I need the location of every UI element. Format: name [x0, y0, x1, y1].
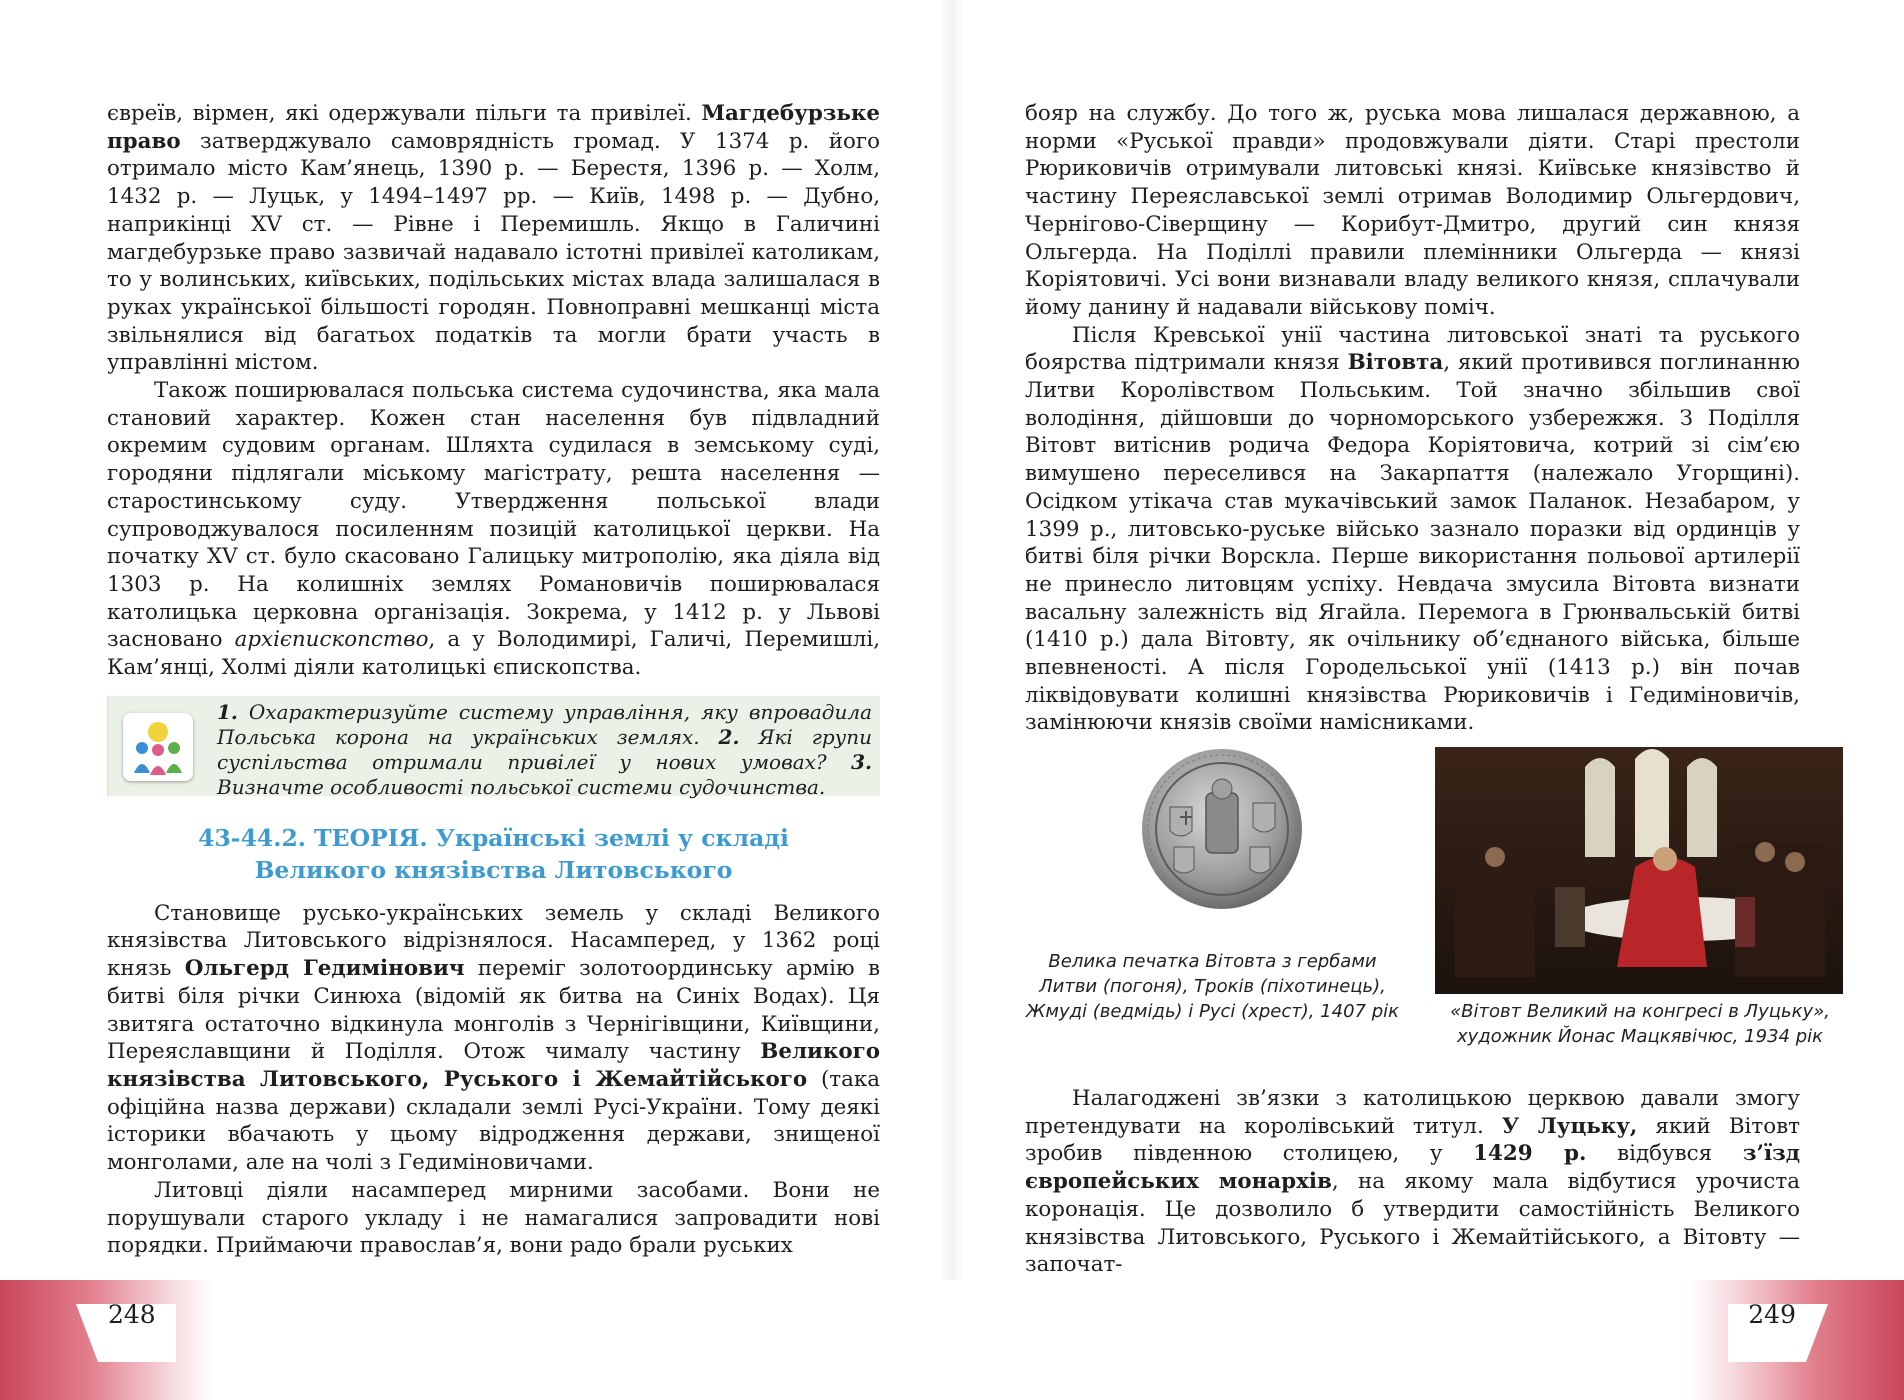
page-right	[952, 0, 1904, 1400]
paragraph: Після Кревської унії частина литовської знаті та руського боярства підтримали князя Вітовта, який противився поглинанню Литви Королівством Польським. Той значно збільшив свої володіння, дійшовши до чорноморського узбережжя. З Поділля Вітовт витіснив родича Федора Коріятовича, котрий зі сім’єю вимушено переселився на Закарпаття (належало Угорщині). Осідком утікача став мукачівський замок Паланок. Незабаром, у 1399 р., литовсько-руське військо зазнало поразки від ординців у битві біля річки Ворскла. Перше використання польової артилерії не принесло литовцям успіху. Невдача змусила Вітовта визнати васальну залежність від Ягайла. Перемога в Грюнвальській битві (1410 р.) дала Вітовту, як очільнику об’єднаного війська, більше впевненості. А після Городельської унії (1413 р.) він почав ліквідовувати колишні князівства Рюриковичів і Гедиміновичів, замінюючи князів своїми намісниками.	[1025, 322, 1800, 736]
left-text-column	[107, 100, 880, 1260]
paragraph: бояр на службу. До того ж, руська мова лишалася державною, а норми «Руської правди» продовжували діяти. Старі престоли Рюриковичів отримували литовські князі. Київське князівство й частину Переяславської землі отримав Володимир Ольгердович, Чернігово-Сіверщину — Корибут-Дмитро, другий син князя Ольгерда. На Поділлі правили племінники Ольгерда — князі Коріятовичі. Усі вони визнавали владу великого князя, сплачували йому данину й надавали військову поміч.	[1025, 101, 1800, 320]
painting-caption: «Вітовт Великий на конгресі в Луцьку», художник Йонас Мацкявічюс, 1934 рік	[1450, 1001, 1830, 1048]
seal-image	[1140, 747, 1305, 912]
paragraph: Становище русько-українських земель у складі Великого князівства Литовського відрізнялося. Насамперед, у 1362 році князь Ольгерд Гедимінович переміг золотоординську армію в битві біля річки Синюха (відомій як битва на Синіх Водах). Ця звитяга остаточно відкинула монголів з Чернігівщини, Київщини, Переяславщини й Поділля. Отож чималу частину Великого князівства Литовського, Руського і Жемайтійського (така офіційна назва держави) складали землі Русі-України. Тому деякі історики вбачають у цьому відродження держави, знищеної монголами, але на чолі з Гедиміновичами.	[107, 900, 880, 1176]
questions-box	[107, 696, 880, 799]
figures	[1025, 747, 1830, 1057]
paragraph: Також поширювалася польська система судочинства, яка мала становий характер. Кожен стан населення був підвладний окремим судовим органам. Шляхта судилася в земському суді, городяни підлягали міському магістрату, решта населення — старостинському суду. Утвердження польської влади супроводжувалося посиленням позицій католицької церкви. На початку XV ст. було скасовано Галицьку митрополію, яка діяла від 1303 р. На колишніх землях Романовичів поширювалася католицька церковна організація. Зокрема, у 1412 р. у Львові засновано архієпископство, а у Володимирі, Галичі, Перемишлі, Кам’янці, Холмі діяли католицькі єпископства.	[107, 378, 881, 681]
paragraph: Налагоджені зв’язки з католицькою церквою давали змогу претендувати на королівський титул. У Луцьку, який Вітовт зробив південною столицею, у 1429 р. відбувся з’їзд європейських монархів, на якому мала відбутися урочиста коронація. Це дозволило б утвердити самостійність Великого князівства Литовського, Руського і Жемайтійського, а Вітовту — започат-	[1025, 1086, 1800, 1278]
seal-caption: Велика печатка Вітовта з гербами Литви (погоня), Троків (піхотинець), Жмуді (ведмідь) і Русі (хрест), 1407 рік	[1025, 951, 1400, 1023]
group-discussion-icon	[123, 713, 193, 781]
page-number: 249	[1748, 1300, 1796, 1329]
right-text-column-lower	[1025, 1085, 1800, 1279]
right-text-column	[1025, 100, 1830, 1057]
paragraph: євреїв, вірмен, які одержували пільги та привілеї. Магдебурзьке право затверджувало самоврядність громад. У 1374 р. його отримало місто Кам’янець, 1390 р. — Берестя, 1396 р. — Холм, 1432 р. — Луцьк, у 1494–1497 рр. — Київ, 1498 р. — Дубно, наприкінці XV ст. — Рівне і Перемишль. Якщо в Галичині магдебурзьке право зазвичай надавало істотні привілеї католикам, то у волинських, київських, подільських містах влада залишалася в руках української більшості городян. Повноправні мешканці міста звільнялися від багатьох податків та могли брати участь в управлінні містом.	[107, 101, 880, 376]
painting-image	[1435, 747, 1843, 994]
questions-text: 1. Охарактеризуйте систему управління, яку впровадила Польська корона на українських землях. 2. Які групи суспільства отримали привілеї у нових умовах? 3. Визначте особливості польської системи судочинства.	[217, 699, 872, 799]
page-number: 248	[108, 1300, 156, 1329]
section-title: 43-44.2. ТЕОРІЯ. Українські землі у складі Великого князівства Литовського	[198, 823, 789, 884]
paragraph: Литовці діяли насамперед мирними засобами. Вони не порушували старого укладу і не намагалися запровадити нові порядки. Приймаючи православ’я, вони радо брали руських	[107, 1177, 880, 1259]
